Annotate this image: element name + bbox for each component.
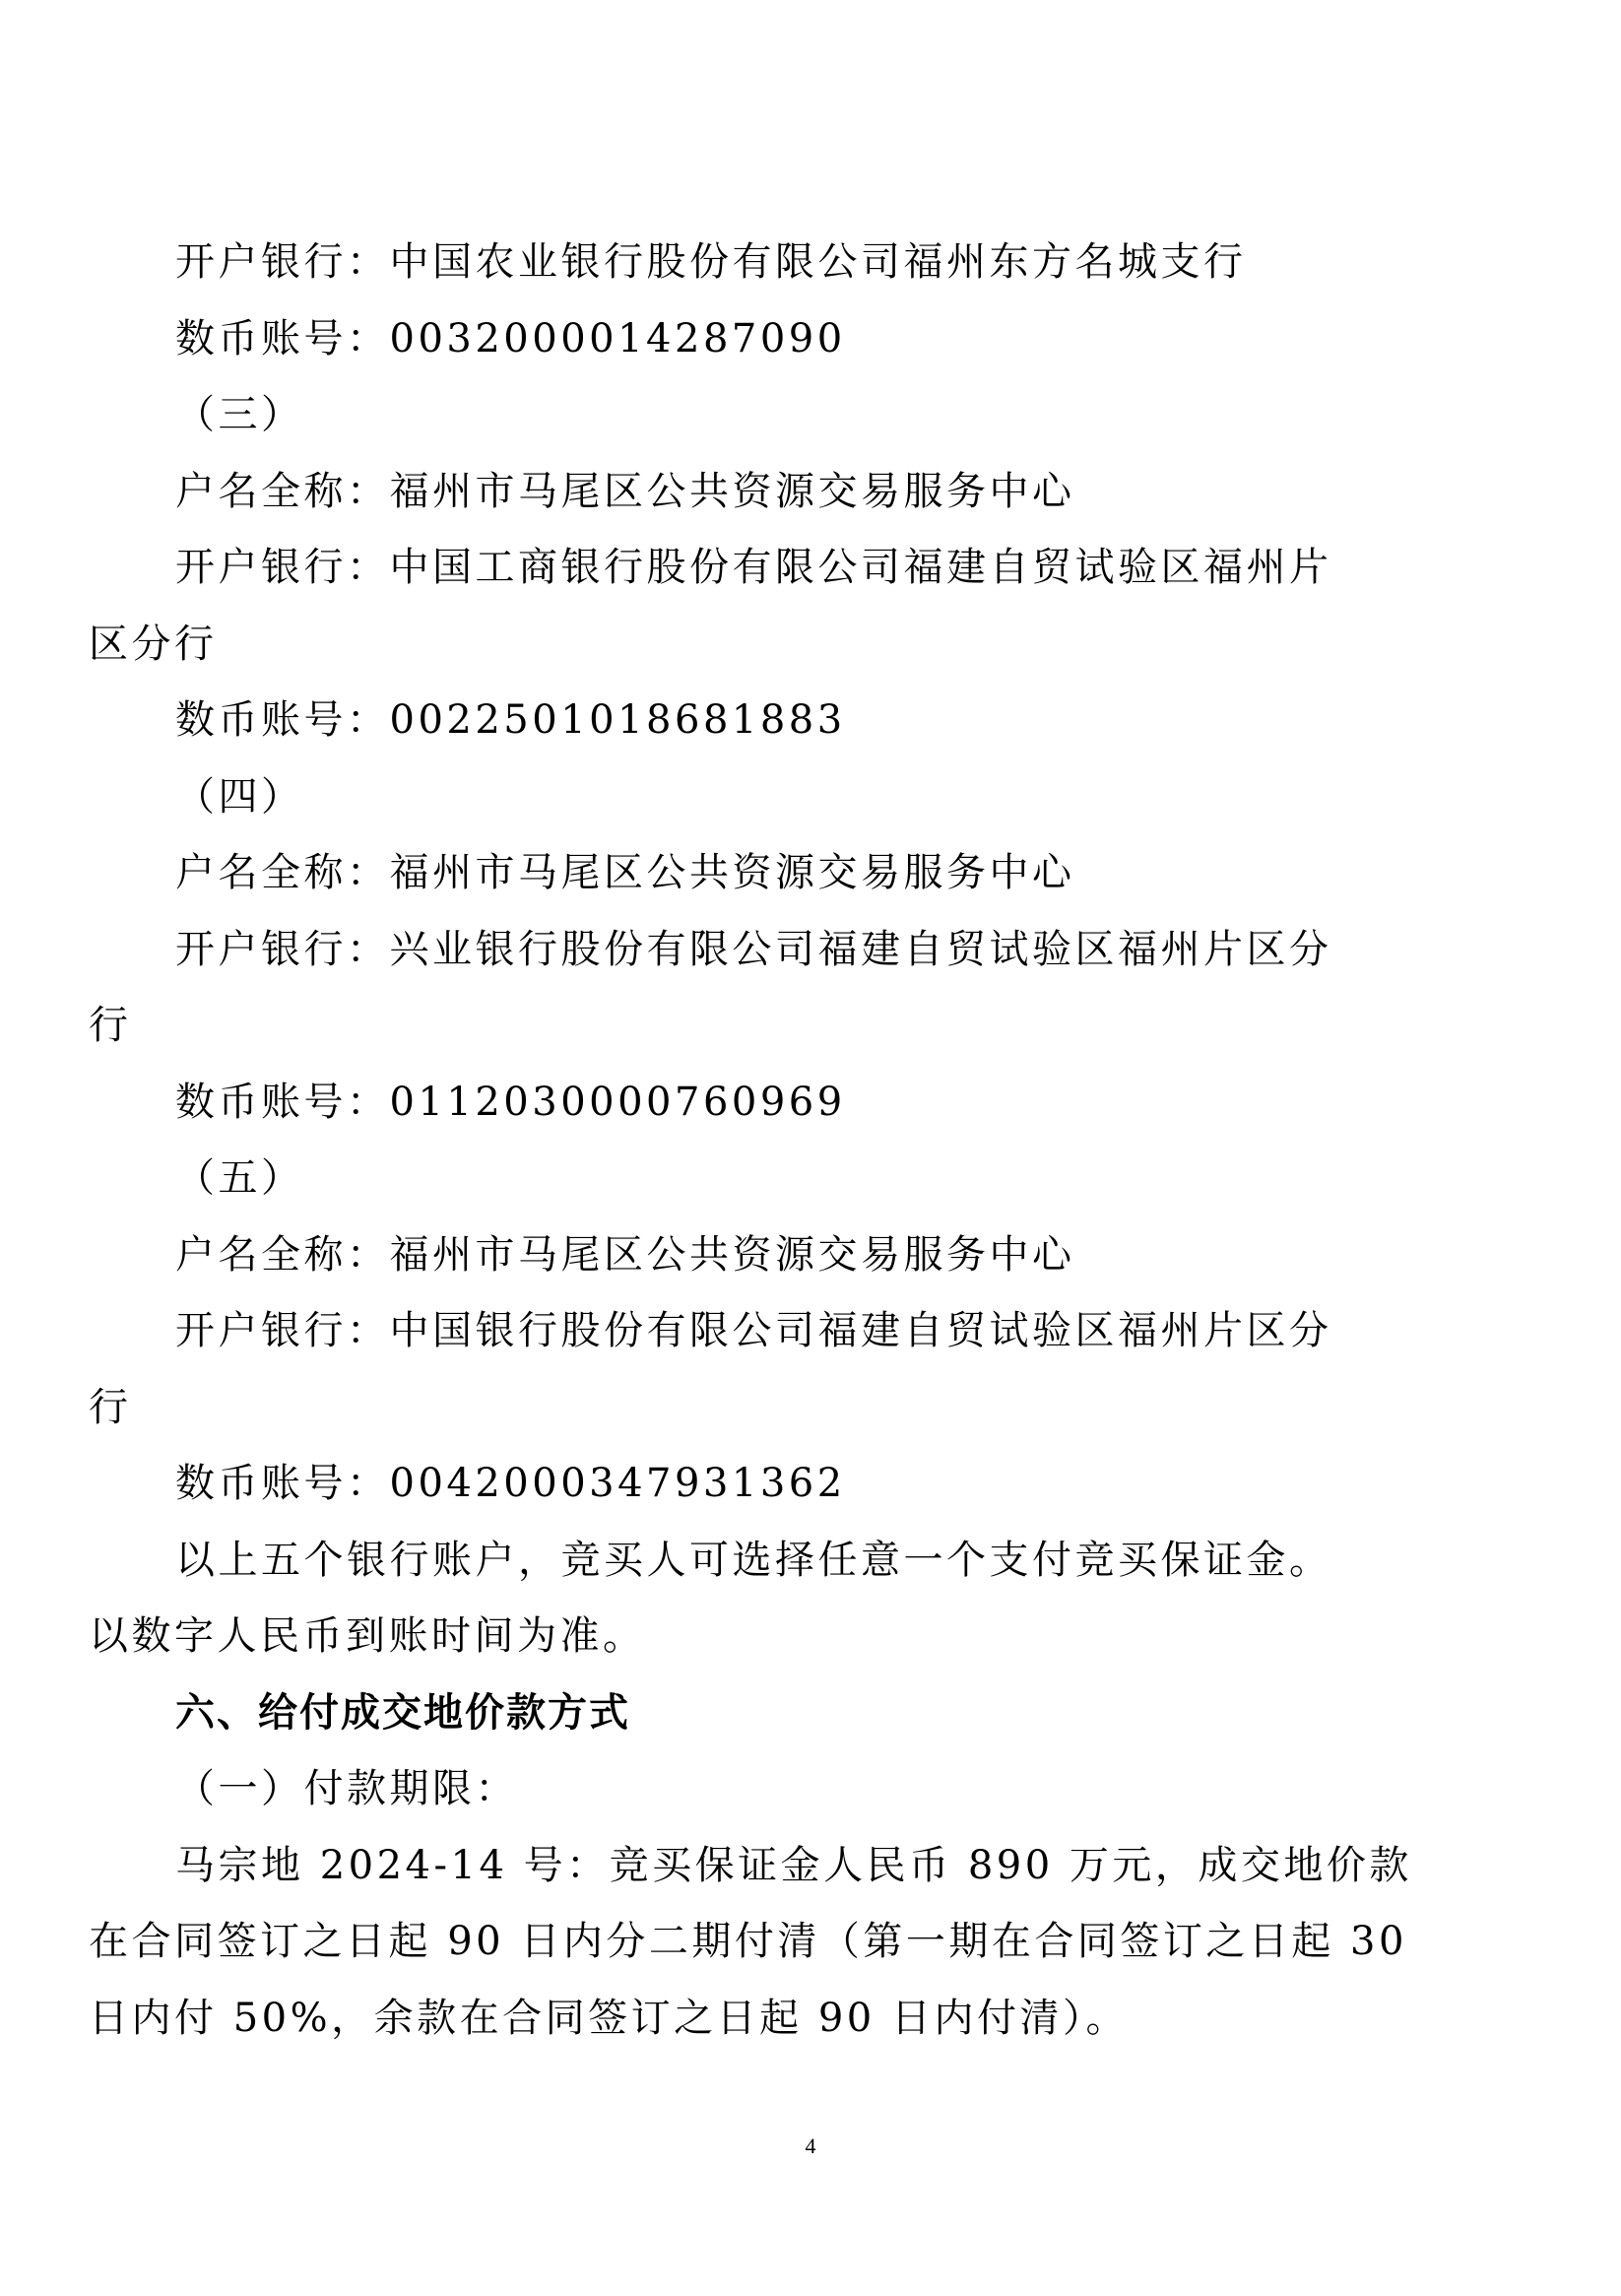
document-body xyxy=(89,225,1456,2057)
paragraph-continuation: 以数字人民币到账时间为准。 xyxy=(89,1613,646,1659)
bank-name-continuation: 行 xyxy=(89,1003,132,1048)
bank-name-continuation: 行 xyxy=(89,1384,132,1430)
subsection-heading: （一）付款期限： xyxy=(175,1766,518,1811)
account-name-line: 户名全称：福州市马尾区公共资源交易服务中心 xyxy=(175,468,1075,514)
digital-account-line: 数币账号：0042000347931362 xyxy=(175,1461,846,1506)
bank-name-line: 开户银行：中国工商银行股份有限公司福建自贸试验区福州片 xyxy=(175,545,1332,590)
paragraph-continuation: 在合同签订之日起 90 日内分二期付清（第一期在合同签订之日起 30 xyxy=(89,1919,1407,1964)
digital-account-line: 数币账号：0022501018681883 xyxy=(175,697,846,743)
account-name-line: 户名全称：福州市马尾区公共资源交易服务中心 xyxy=(175,850,1075,895)
digital-account-line: 数币账号：0032000014287090 xyxy=(175,315,846,361)
bank-name-line: 开户银行：中国银行股份有限公司福建自贸试验区福州片区分 xyxy=(175,1308,1332,1353)
bank-name-line: 开户银行：兴业银行股份有限公司福建自贸试验区福州片区分 xyxy=(175,926,1332,972)
section-heading-5: （五） xyxy=(175,1155,304,1201)
paragraph-line: 马宗地 2024-14 号：竞买保证金人民币 890 万元，成交地价款 xyxy=(175,1842,1412,1888)
paragraph-continuation: 日内付 50%，余款在合同签订之日起 90 日内付清）。 xyxy=(89,1995,1129,2041)
section-heading-4: （四） xyxy=(175,773,304,820)
page-number: 4 xyxy=(805,2133,816,2158)
digital-account-line: 数币账号：0112030000760969 xyxy=(175,1079,846,1125)
section-heading-3: （三） xyxy=(175,392,304,437)
bank-name-line: 开户银行：中国农业银行股份有限公司福州东方名城支行 xyxy=(175,239,1247,285)
bank-name-continuation: 区分行 xyxy=(89,621,218,667)
paragraph-line: 以上五个银行账户，竞买人可选择任意一个支付竞买保证金。 xyxy=(175,1537,1332,1583)
section-title-6: 六、给付成交地价款方式 xyxy=(175,1689,630,1736)
account-name-line: 户名全称：福州市马尾区公共资源交易服务中心 xyxy=(175,1231,1075,1278)
